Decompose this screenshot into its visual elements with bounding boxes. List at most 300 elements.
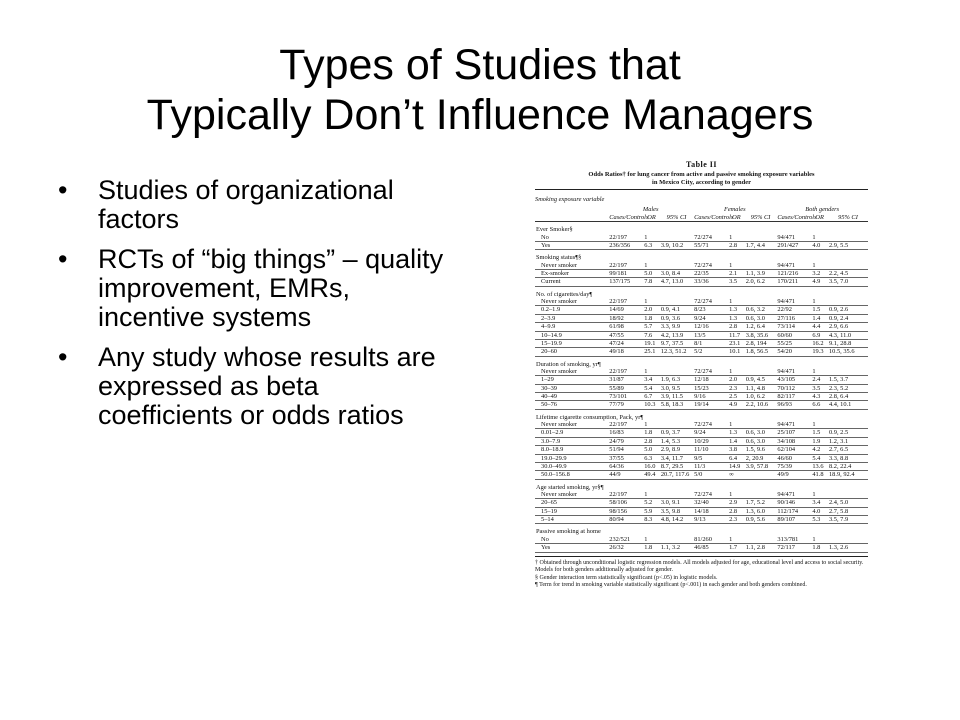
bullet-dot: • — [58, 244, 68, 274]
table-cell: 73/101 — [608, 393, 643, 401]
row-label: No — [535, 536, 608, 544]
table-cell: 0.9, 3.6 — [660, 314, 693, 322]
table-cell: 1.4 — [728, 437, 745, 445]
table-row — [535, 421, 868, 429]
table-cell — [828, 234, 868, 242]
table-row — [535, 368, 868, 376]
table-cell: 0.9, 3.7 — [660, 429, 693, 437]
table-cell: 73/114 — [776, 323, 811, 331]
row-label: 2–3.9 — [535, 314, 608, 322]
table-cell: 1.1, 3.9 — [745, 270, 777, 278]
table-cell: 99/181 — [608, 270, 643, 278]
table-cell: 22/197 — [608, 234, 643, 242]
table-cell: 9/16 — [693, 393, 728, 401]
footnote: † Obtained through unconditional logistic regression models. All models adjusted for age, educational level and access to social security. Models for both genders additionally adjusted for gender. — [535, 559, 864, 573]
table-cell: 8.7, 29.5 — [660, 462, 693, 470]
table-cell: 47/24 — [608, 339, 643, 347]
table-cell: 31/87 — [608, 376, 643, 384]
table-cell: 1 — [728, 421, 745, 429]
table-cell: 75/39 — [776, 462, 811, 470]
row-label: 19.0–29.9 — [535, 454, 608, 462]
column-header: OR — [811, 214, 828, 222]
table-cell: 16.0 — [643, 462, 660, 470]
table-cell — [745, 471, 777, 479]
table-cell: 313/781 — [776, 536, 811, 544]
table-row — [535, 234, 868, 242]
bullet-item — [58, 176, 458, 234]
table-cell — [745, 262, 777, 270]
table-cell: 6.7 — [643, 393, 660, 401]
table-cell: 37/55 — [608, 454, 643, 462]
table-row — [535, 516, 868, 524]
table-section-heading — [535, 409, 868, 421]
table-cell: 16/83 — [608, 429, 643, 437]
table-cell: 2, 20.9 — [745, 454, 777, 462]
table-cell: 32/40 — [693, 499, 728, 507]
section-heading-text: Ever Smoker§ — [536, 226, 573, 234]
odds-ratio-table — [535, 203, 868, 552]
table-cell — [828, 421, 868, 429]
table-cell: 4.2 — [811, 446, 828, 454]
table-cell — [660, 491, 693, 499]
table-cell: 1.3 — [728, 429, 745, 437]
table-cell: 1 — [811, 536, 828, 544]
table-cell: 6.4 — [728, 454, 745, 462]
table-cell: 15/23 — [693, 384, 728, 392]
section-heading-text: Duration of smoking, yr¶ — [536, 360, 601, 368]
table-cell: 2.8 — [728, 323, 745, 331]
table-cell: 25/107 — [776, 429, 811, 437]
table-cell: 47/55 — [608, 331, 643, 339]
table-cell: 1 — [728, 536, 745, 544]
table-cell: 22/197 — [608, 262, 643, 270]
table-row — [535, 298, 868, 306]
slide-title — [0, 40, 960, 140]
table-cell: 5.2 — [643, 499, 660, 507]
table-cell: 9/5 — [693, 454, 728, 462]
row-label: 0.2–1.9 — [535, 306, 608, 314]
table-cell: 90/146 — [776, 499, 811, 507]
column-header: 95% CI — [828, 214, 868, 222]
table-cell: 8.3 — [643, 516, 660, 524]
table-cell: 232/521 — [608, 536, 643, 544]
table-cell: 5.0 — [643, 446, 660, 454]
column-header: Cases/Controls — [694, 213, 734, 221]
table-cell: 1 — [728, 368, 745, 376]
table-cell: 82/117 — [776, 393, 811, 401]
table-cell: 4.2, 13.9 — [660, 331, 693, 339]
footnote: § Gender interaction term statistically significant (p<.05) in logistic models. — [535, 574, 718, 581]
row-label: 20–60 — [535, 348, 608, 356]
table-cell: 9/24 — [693, 314, 728, 322]
table-cell: 5.9 — [643, 507, 660, 515]
table-cell: 55/25 — [776, 339, 811, 347]
table-cell: 1 — [811, 262, 828, 270]
section-heading-text: Passive smoking at home — [536, 528, 601, 536]
table-row — [535, 429, 868, 437]
group-header-both: Both genders — [805, 206, 840, 214]
table-cell: 23.1 — [728, 339, 745, 347]
table-cell: 1.3, 6.0 — [745, 507, 777, 515]
table-cell: ∞ — [728, 471, 745, 479]
table-cell: 8.2, 22.4 — [828, 462, 868, 470]
table-cell: 12/18 — [693, 376, 728, 384]
table-cell: 1.2, 6.4 — [745, 323, 777, 331]
table-cell: 19.3 — [811, 348, 828, 356]
table-cell: 0.9, 2.4 — [828, 314, 868, 322]
table-cell: 1.8 — [643, 544, 660, 552]
table-cell: 1 — [643, 491, 660, 499]
table-cell: 11/10 — [693, 446, 728, 454]
table-cell: 0.6, 3.2 — [745, 306, 777, 314]
row-label: 8.0–18.9 — [535, 446, 608, 454]
table-cell: 1 — [643, 368, 660, 376]
table-cell: 1 — [811, 234, 828, 242]
table-cell: 1.1, 3.2 — [660, 544, 693, 552]
table-cell: 1.3 — [728, 314, 745, 322]
row-label: Never smoker — [535, 491, 608, 499]
table-section-heading — [535, 250, 868, 262]
table-cell: 11.7 — [728, 331, 745, 339]
table-cell — [745, 421, 777, 429]
table-cell: 70/112 — [776, 384, 811, 392]
table-cell — [828, 298, 868, 306]
table-cell: 6.3 — [643, 454, 660, 462]
table-cell: 3.5, 9.8 — [660, 507, 693, 515]
table-row — [535, 323, 868, 331]
table-cell: 1.5 — [811, 429, 828, 437]
table-cell: 10/29 — [693, 437, 728, 445]
table-cell: 3.5 — [811, 384, 828, 392]
table-cell: 1 — [643, 536, 660, 544]
table-cell: 22/197 — [608, 368, 643, 376]
table-cell: 19/14 — [693, 401, 728, 409]
table-caption: Table II — [685, 160, 718, 169]
table-row — [535, 507, 868, 515]
table-cell: 1 — [728, 491, 745, 499]
table-cell: 19.1 — [643, 339, 660, 347]
table-cell: 2.7, 5.8 — [828, 507, 868, 515]
table-cell — [660, 421, 693, 429]
table-row — [535, 376, 868, 384]
table-cell: 1.3 — [728, 306, 745, 314]
table-cell: 3.4, 11.7 — [660, 454, 693, 462]
table-cell: 9.1, 28.8 — [828, 339, 868, 347]
table-cell: 72/274 — [693, 298, 728, 306]
table-cell: 1 — [728, 262, 745, 270]
table-cell: 0.9, 2.6 — [828, 306, 868, 314]
slide-title-line-2: Typically Don’t Influence Managers — [146, 91, 814, 139]
table-row — [535, 437, 868, 445]
table-cell: 3.0, 9.5 — [660, 384, 693, 392]
table-cell: 22/197 — [608, 491, 643, 499]
table-cell: 94/471 — [776, 234, 811, 242]
table-cell: 1.7 — [728, 544, 745, 552]
table-cell: 2.5 — [728, 393, 745, 401]
table-row — [535, 536, 868, 544]
table-cell: 2.9 — [728, 499, 745, 507]
table-cell: 3.9, 10.2 — [660, 241, 693, 249]
table-row — [535, 544, 868, 552]
table-cell: 6.6 — [811, 401, 828, 409]
slide-title-line-1: Types of Studies that — [279, 41, 681, 89]
table-section-heading — [535, 524, 868, 536]
table-cell — [828, 491, 868, 499]
table-cell: 2.9, 6.6 — [828, 323, 868, 331]
table-cell: 2.0, 6.2 — [745, 278, 777, 286]
table-cell: 1.5 — [811, 306, 828, 314]
table-cell: 9.7, 37.5 — [660, 339, 693, 347]
table-cell: 1 — [643, 421, 660, 429]
table-cell: 5.4 — [811, 454, 828, 462]
table-section-heading — [535, 286, 868, 298]
table-cell: 1.8, 56.5 — [745, 348, 777, 356]
bullet-list — [58, 176, 458, 441]
table-cell: 1 — [643, 262, 660, 270]
section-heading-text: Lifetime cigarette consumption, Pack, yr¶ — [536, 413, 644, 421]
row-label: Never smoker — [535, 368, 608, 376]
table-cell: 0.6, 3.0 — [745, 437, 777, 445]
table-cell: 7.6 — [643, 331, 660, 339]
table-cell: 13.6 — [811, 462, 828, 470]
odds-ratio-table-image — [535, 160, 868, 590]
section-heading-text: No. of cigarettes/day¶ — [536, 290, 593, 298]
table-cell: 24/79 — [608, 437, 643, 445]
group-header-females: Females — [723, 206, 746, 214]
table-cell — [660, 262, 693, 270]
row-label: No — [535, 234, 608, 242]
row-label: Yes — [535, 544, 608, 552]
table-cell: 55/71 — [693, 241, 728, 249]
table-cell: 89/107 — [776, 516, 811, 524]
column-header: 95% CI — [745, 214, 777, 222]
table-cell: 6.3 — [643, 241, 660, 249]
table-cell: 3.5 — [728, 278, 745, 286]
table-cell: 2.8, 6.4 — [828, 393, 868, 401]
row-label: 50–76 — [535, 401, 608, 409]
table-row — [535, 393, 868, 401]
table-row — [535, 331, 868, 339]
table-cell: 2.9, 8.9 — [660, 446, 693, 454]
table-row — [535, 348, 868, 356]
table-cell: 2.4 — [811, 376, 828, 384]
table-cell: 20.7, 117.6 — [660, 471, 693, 479]
table-cell: 3.4 — [811, 499, 828, 507]
table-cell: 1 — [811, 421, 828, 429]
table-cell: 4.8, 14.2 — [660, 516, 693, 524]
table-cell — [828, 368, 868, 376]
table-cell: 0.6, 3.0 — [745, 429, 777, 437]
table-cell: 1.5, 3.7 — [828, 376, 868, 384]
table-cell: 2.0 — [728, 376, 745, 384]
table-cell: 62/104 — [776, 446, 811, 454]
table-cell: 1 — [811, 491, 828, 499]
table-cell: 1.4, 5.3 — [660, 437, 693, 445]
table-subheader — [535, 214, 868, 222]
table-row — [535, 270, 868, 278]
table-cell: 22/35 — [693, 270, 728, 278]
table-cell: 7.8 — [643, 278, 660, 286]
table-cell: 64/36 — [608, 462, 643, 470]
table-cell: 3.3, 9.9 — [660, 323, 693, 331]
table-cell: 4.0 — [811, 241, 828, 249]
table-cell: 81/260 — [693, 536, 728, 544]
column-header: 95% CI — [660, 214, 693, 222]
table-cell: 121/216 — [776, 270, 811, 278]
table-stub-header: Smoking exposure variable — [535, 196, 605, 204]
table-section-heading — [535, 356, 868, 368]
table-cell: 1 — [728, 234, 745, 242]
table-cell: 2.0 — [643, 306, 660, 314]
table-cell: 1.4 — [811, 314, 828, 322]
table-cell: 72/117 — [776, 544, 811, 552]
table-footnotes — [535, 560, 868, 590]
table-cell: 72/274 — [693, 421, 728, 429]
table-cell: 8/1 — [693, 339, 728, 347]
row-label: 30.0–49.9 — [535, 462, 608, 470]
table-cell: 1.8 — [643, 314, 660, 322]
table-cell: 5.8, 18.3 — [660, 401, 693, 409]
table-cell: 18/92 — [608, 314, 643, 322]
table-cell: 60/60 — [776, 331, 811, 339]
table-cell: 2.1 — [728, 270, 745, 278]
row-label: Yes — [535, 241, 608, 249]
table-cell: 2.8, 194 — [745, 339, 777, 347]
table-cell: 2.8 — [728, 241, 745, 249]
table-cell: 4.3, 11.0 — [828, 331, 868, 339]
table-cell: 46/85 — [693, 544, 728, 552]
table-cell: 2.3 — [728, 516, 745, 524]
table-row — [535, 384, 868, 392]
table-cell: 5.7 — [643, 323, 660, 331]
table-cell: 43/105 — [776, 376, 811, 384]
column-header: OR — [643, 214, 660, 222]
table-cell — [745, 298, 777, 306]
table-cell: 25.1 — [643, 348, 660, 356]
table-cell: 94/471 — [776, 421, 811, 429]
table-cell — [745, 234, 777, 242]
table-cell: 22/197 — [608, 421, 643, 429]
table-group-header — [535, 203, 868, 213]
table-cell: 34/108 — [776, 437, 811, 445]
table-row — [535, 462, 868, 470]
table-cell: 1.3, 2.6 — [828, 544, 868, 552]
table-cell: 1 — [728, 298, 745, 306]
table-cell: 0.9, 5.6 — [745, 516, 777, 524]
column-header: Cases/Controls — [777, 213, 817, 221]
table-cell: 49.4 — [643, 471, 660, 479]
table-cell: 6.9 — [811, 331, 828, 339]
table-cell: 3.3, 8.8 — [828, 454, 868, 462]
table-cell: 5.4 — [643, 384, 660, 392]
row-label: Never smoker — [535, 421, 608, 429]
table-cell: 9/13 — [693, 516, 728, 524]
table-row — [535, 306, 868, 314]
table-cell: 94/471 — [776, 368, 811, 376]
section-heading-text: Smoking status¶§ — [536, 254, 582, 262]
table-cell: 1.9 — [811, 437, 828, 445]
table-cell: 112/174 — [776, 507, 811, 515]
table-row — [535, 471, 868, 479]
table-cell: 80/94 — [608, 516, 643, 524]
table-section-heading — [535, 222, 868, 234]
table-row — [535, 446, 868, 454]
table-cell: 1 — [643, 234, 660, 242]
footnote: ¶ Term for trend in smoking variable statistically significant (p<.001) in each gender and both genders combined. — [535, 582, 807, 588]
table-section-heading — [535, 479, 868, 491]
table-cell: 18.9, 92.4 — [828, 471, 868, 479]
table-cell: 4.0 — [811, 507, 828, 515]
column-header: OR — [728, 214, 745, 222]
table-cell: 49/9 — [776, 471, 811, 479]
table-cell: 0.6, 3.0 — [745, 314, 777, 322]
row-label: 15–19 — [535, 507, 608, 515]
bullet-text: RCTs of “big things” – quality improvement, EMRs, incentive systems — [98, 244, 444, 332]
bullet-dot: • — [58, 175, 68, 205]
table-cell: 291/427 — [776, 241, 811, 249]
table-cell: 46/60 — [776, 454, 811, 462]
table-cell: 3.9, 57.8 — [745, 462, 777, 470]
row-label: Current — [535, 278, 608, 286]
table-cell: 51/94 — [608, 446, 643, 454]
table-cell: 5/0 — [693, 471, 728, 479]
table-cell — [828, 262, 868, 270]
row-label: 40–49 — [535, 393, 608, 401]
table-cell: 4.4, 10.1 — [828, 401, 868, 409]
table-cell: 2.4, 5.0 — [828, 499, 868, 507]
table-top-rule — [535, 189, 868, 190]
table-cell: 1.1, 2.8 — [745, 544, 777, 552]
table-cell: 10.3 — [643, 401, 660, 409]
table-cell: 1.8 — [811, 544, 828, 552]
table-cell: 0.9, 2.5 — [828, 429, 868, 437]
table-cell: 94/471 — [776, 491, 811, 499]
table-cell: 54/20 — [776, 348, 811, 356]
table-cell: 72/274 — [693, 368, 728, 376]
table-cell: 49/18 — [608, 348, 643, 356]
row-label: 3.0–7.9 — [535, 437, 608, 445]
table-cell: 10.1 — [728, 348, 745, 356]
table-cell: 0.9, 4.5 — [745, 376, 777, 384]
row-label: Never smoker — [535, 298, 608, 306]
table-cell: 77/79 — [608, 401, 643, 409]
table-cell: 1.1, 4.8 — [745, 384, 777, 392]
table-cell: 94/471 — [776, 298, 811, 306]
section-heading-text: Age started smoking, yr§¶ — [536, 483, 604, 491]
table-cell: 72/274 — [693, 491, 728, 499]
table-cell — [745, 491, 777, 499]
table-cell: 5.3 — [811, 516, 828, 524]
row-label: 5–14 — [535, 516, 608, 524]
bullet-item — [58, 245, 458, 332]
row-label: 30–39 — [535, 384, 608, 392]
table-cell: 4.4 — [811, 323, 828, 331]
table-cell: 4.9 — [728, 401, 745, 409]
table-cell — [745, 536, 777, 544]
table-row — [535, 499, 868, 507]
table-body — [535, 222, 868, 552]
table-row — [535, 241, 868, 249]
table-cell: 1.8 — [643, 429, 660, 437]
table-cell: 1 — [643, 298, 660, 306]
column-header: Cases/Controls — [609, 213, 649, 221]
table-cell: 3.2 — [811, 270, 828, 278]
table-cell: 0.9, 4.1 — [660, 306, 693, 314]
table-cell: 3.4 — [643, 376, 660, 384]
table-cell: 2.7, 6.5 — [828, 446, 868, 454]
table-cell: 14.9 — [728, 462, 745, 470]
bullet-text: Any study whose results are expressed as beta coefficients or odds ratios — [98, 342, 436, 430]
